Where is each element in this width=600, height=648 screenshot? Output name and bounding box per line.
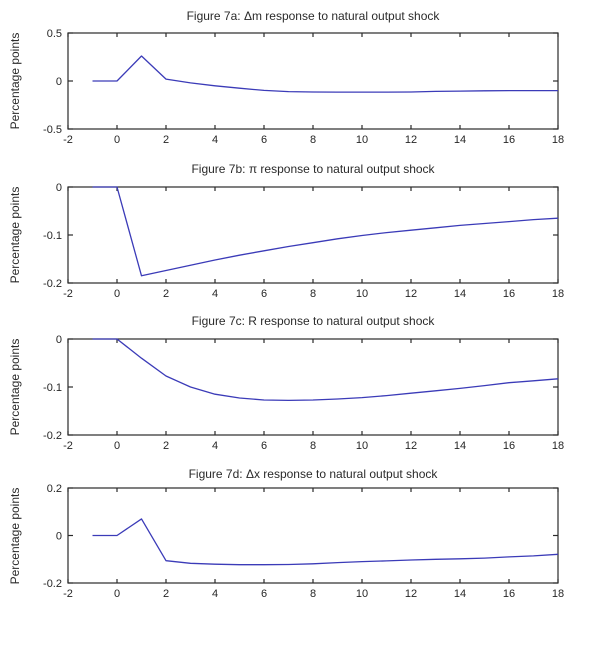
x-tick-label: 6 <box>260 588 268 600</box>
x-tick-label: 2 <box>162 134 170 146</box>
x-tick-label: -2 <box>63 134 73 146</box>
x-tick-label: -2 <box>63 588 73 600</box>
panel-title: Figure 7d: Δx response to natural output shock <box>188 467 438 481</box>
x-tick-label: 18 <box>551 588 565 600</box>
x-tick-label: 16 <box>502 588 516 600</box>
y-axis-label: Percentage points <box>8 186 22 284</box>
x-tick-label: 8 <box>309 588 317 600</box>
x-tick-label: 14 <box>453 440 467 452</box>
y-tick-label: -0.2 <box>43 430 62 442</box>
x-tick-label: 18 <box>551 134 565 146</box>
axes-box <box>68 33 558 129</box>
axes-box <box>68 339 558 435</box>
axes-box <box>68 187 558 283</box>
y-tick-label: 0 <box>55 334 62 346</box>
x-tick-label: -2 <box>63 288 73 300</box>
x-tick-label: 16 <box>502 288 516 300</box>
x-tick-label: 2 <box>162 440 170 452</box>
x-tick-label: 10 <box>355 288 369 300</box>
x-tick-label: 6 <box>260 288 268 300</box>
x-tick-label: 18 <box>551 440 565 452</box>
panel-title: Figure 7a: Δm response to natural output shock <box>186 9 440 23</box>
y-axis-label: Percentage points <box>8 32 22 130</box>
panel-7d <box>0 465 600 648</box>
x-tick-label: 12 <box>404 588 418 600</box>
x-tick-label: 0 <box>113 288 121 300</box>
x-tick-label: 16 <box>502 440 516 452</box>
x-tick-label: 12 <box>404 440 418 452</box>
y-tick-label: 0 <box>55 530 62 543</box>
response-line <box>93 56 559 92</box>
response-line <box>93 339 559 400</box>
response-line <box>93 519 559 565</box>
x-tick-label: 16 <box>502 134 516 146</box>
y-axis-label: Percentage points <box>8 338 22 436</box>
y-tick-label: -0.2 <box>43 278 62 290</box>
x-tick-label: 4 <box>211 288 219 300</box>
x-tick-label: 12 <box>404 134 418 146</box>
x-tick-label: 12 <box>404 288 418 300</box>
x-tick-label: 2 <box>162 288 170 300</box>
x-tick-label: 10 <box>355 134 369 146</box>
x-tick-label: 6 <box>260 440 268 452</box>
x-tick-label: 4 <box>211 588 219 600</box>
x-tick-label: 10 <box>355 440 369 452</box>
x-tick-label: 8 <box>309 288 317 300</box>
y-tick-label: 0.2 <box>46 483 62 495</box>
x-tick-label: 2 <box>162 588 170 600</box>
response-line <box>93 187 559 276</box>
x-tick-label: 14 <box>453 288 467 300</box>
x-tick-label: -2 <box>63 440 73 452</box>
panel-title: Figure 7c: R response to natural output shock <box>191 314 435 328</box>
y-tick-label: -0.1 <box>43 230 62 242</box>
panel-7a <box>0 0 600 155</box>
x-tick-label: 0 <box>113 440 121 452</box>
y-tick-label: -0.1 <box>43 382 62 394</box>
plot-area-7d <box>0 465 600 648</box>
panel-title: Figure 7b: π response to natural output shock <box>191 162 435 176</box>
y-tick-label: 0.5 <box>46 28 62 40</box>
x-tick-label: 8 <box>309 440 317 452</box>
x-tick-label: 6 <box>260 134 268 146</box>
plot-area-7c <box>0 310 600 465</box>
x-tick-label: 0 <box>113 134 121 146</box>
x-tick-label: 4 <box>211 134 219 146</box>
x-tick-label: 14 <box>453 134 467 146</box>
plot-area-7a <box>0 0 600 155</box>
x-tick-label: 4 <box>211 440 219 452</box>
x-tick-label: 10 <box>355 588 369 600</box>
x-tick-label: 14 <box>453 588 467 600</box>
y-axis-label: Percentage points <box>8 487 22 584</box>
y-tick-label: 0 <box>55 76 62 88</box>
x-tick-label: 18 <box>551 288 565 300</box>
plot-area-7b <box>0 155 600 310</box>
y-tick-label: -0.5 <box>43 124 62 136</box>
y-tick-label: -0.2 <box>43 578 62 590</box>
panel-7c <box>0 310 600 465</box>
y-tick-label: 0 <box>55 182 62 194</box>
x-tick-label: 0 <box>113 588 121 600</box>
panel-7b <box>0 155 600 310</box>
x-tick-label: 8 <box>309 134 317 146</box>
axes-box <box>68 488 558 583</box>
